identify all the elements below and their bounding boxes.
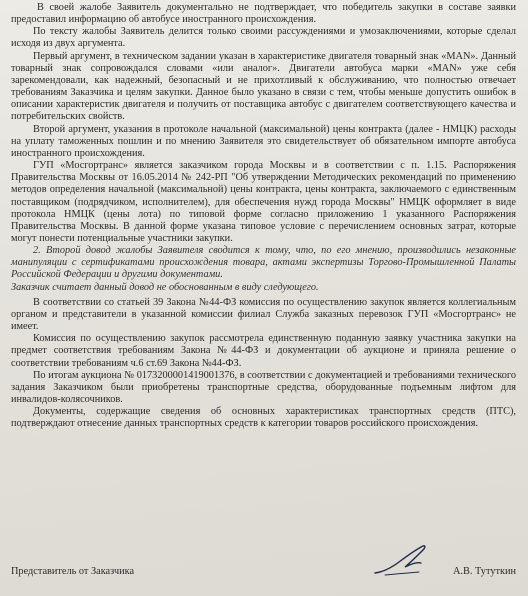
signature-block — [11, 556, 516, 580]
paragraph-auction-results: По итогам аукциона № 0173200001419001376, в соответствии с документацией и требованиями технического задания Заказчиком были приобретены транспортные средства, оборудованные подъемным лифтом для инвалидов-колясочников. — [11, 369, 516, 405]
paragraph-customer-position: Заказчик считает данный довод не обоснованным в виду следующего. — [11, 281, 319, 293]
paragraph-vehicle-documents: Документы, содержащие сведения об основных характеристиках транспортных средств (ПТС), подтверждают отнесение данных транспортных средств к категории товаров российского происхождения. — [11, 406, 516, 430]
paragraph-first-argument: Первый аргумент, в техническом задании указан в характеристике двигателя товарный знак «MAN». Данный товарный знак сопровождался словами «или аналог». Двигатели автобуса марки «MAN» уже себя зарекомендовали, как надежный, безопасный и не прихотливый к обслуживанию, что полностью отвечает требованиям Заказчика и целям закупки. Данное было указано в связи с тем, чтобы меньше допустить ошибок в описании характеристик двигателя и получить от поставщика автобус с двигателем соответствующего качества и потребительских свойств. — [11, 50, 516, 123]
signature-label: Представитель от Заказчика — [11, 566, 135, 577]
paragraph-commission: В соответствии со статьей 39 Закона №44-ФЗ комиссия по осуществлению закупок является коллегиальным органом и представители в указанной комиссии филиал Служба заказных перевозок ГУП «Мосгортранс» не имеет. — [11, 296, 516, 333]
paragraph-commission-decision: Комиссия по осуществлению закупок рассмотрела единственную поданную заявку участника закупки на предмет соответствия требованиям Закона №44-ФЗ и документации об аукционе и приняла решение о соответствии требованиям ч.6 ст.69 Закона №44-ФЗ. — [11, 333, 516, 369]
paragraph-complaint-unproven: В своей жалобе Заявитель документально не подтверждает, что победитель закупки в составе заявки предоставил информацию об автобусе иностранного происхождения. — [11, 2, 516, 26]
paragraph-customer-status: ГУП «Мосгортранс» является заказчиком города Москвы и в соответствии с п. 1.15. Распоряжения Правительства Москвы от 16.05.2014 № 242-РП "Об утверждении Методических рекомендаций по применению методов определения начальной (максимальной) цены контракта, цены контракта, заключаемого с единственным поставщиком (подрядчиком, исполнителем), для обеспечения нужд города Москвы" НМЦК оформляет в виде протокола НМЦК (цены лота) по типовой форме согласно приложению 1 указанного Распоряжения Правительства Москвы. В данной форме указана типовое условие с перечислением основных затрат, которые могут понести потенциальные участники закупки. — [11, 160, 516, 244]
paragraph-second-argument: Второй аргумент, указания в протоколе начальной (максимальной) цены контракта (далее - НМЦК) расходы на уплату таможенных пошлин и по мнению Заявителя это свидетельствует об обязательном импорте автобуса иностранного происхождения. — [11, 123, 516, 159]
paragraph-second-complaint-point: 2. Второй довод жалобы Заявителя сводится к тому, что, по его мнению, производились незаконные манипуляции с сертификатами происхождения товара, актами экспертизы Торгово-Промышленной Палаты Российской Федерации и другими документами. — [11, 245, 516, 281]
paragraph-applicant-reasoning: По тексту жалобы Заявитель делится только своими рассуждениями и умозаключениями, которые сделал исходя из двух аргумента. — [11, 26, 516, 50]
handwritten-signature — [371, 542, 433, 580]
signatory-name: А.В. Тутуткин — [453, 566, 516, 577]
